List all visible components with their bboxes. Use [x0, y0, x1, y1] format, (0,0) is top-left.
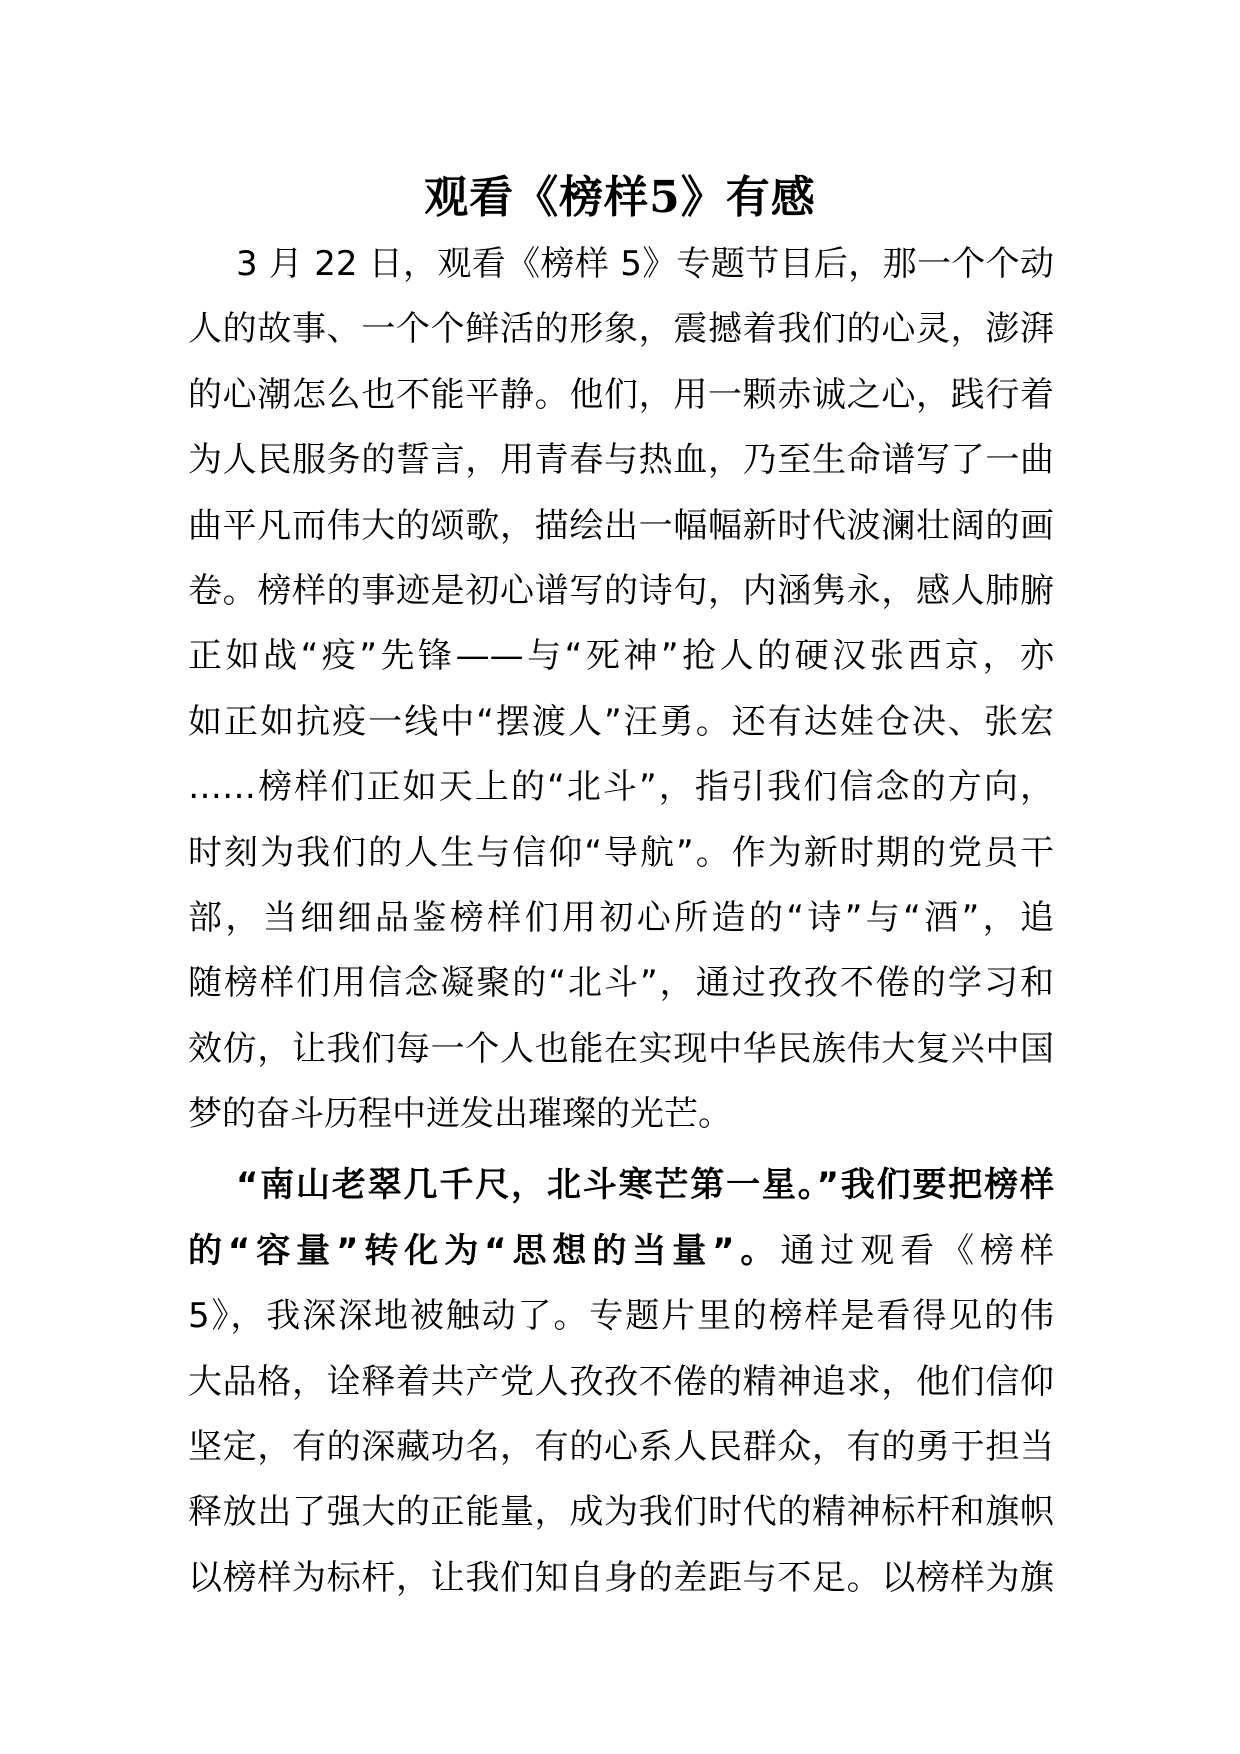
paragraph-2-bold-line: “南山老翠几千尺，北斗寒芒第一星。”我们要把榜样 [236, 1165, 1054, 1206]
paragraph-1-line: 效仿，让我们每一个人也能在实现中华民族伟大复兴中国 [188, 1028, 1054, 1069]
paragraph-1-line: 为人民服务的誓言，用青春与热血，乃至生命谱写了一曲 [188, 440, 1054, 481]
paragraph-1-line: 正如战“疫”先锋——与“死神”抢人的硬汉张西京，亦 [188, 636, 1054, 677]
paragraph-2-line: 以榜样为标杆，让我们知自身的差距与不足。以榜样为旗 [188, 1557, 1054, 1598]
document-body [188, 232, 1054, 1611]
paragraph-1-line: 3 月 22 日，观看《榜样 5》专题节目后，那一个个动 [236, 244, 1054, 284]
paragraph-1-line: 时刻为我们的人生与信仰“导航”。作为新时期的党员干 [188, 832, 1054, 873]
paragraph-2-phrase: 通过观看《榜样 [780, 1230, 1054, 1271]
paragraph-1-line: 曲平凡而伟大的颂歌，描绘出一幅幅新时代波澜壮阔的画 [188, 505, 1054, 546]
paragraph-1-line: ……榜样们正如天上的“北斗”，指引我们信念的方向， [188, 767, 1054, 808]
paragraph-1-line: 如正如抗疫一线中“摆渡人”汪勇。还有达娃仓决、张宏 [188, 701, 1054, 742]
paragraph-1-line: 卷。榜样的事迹是初心谱写的诗句，内涵隽永，感人肺腑 [188, 570, 1054, 611]
paragraph-1-line: 部，当细细品鉴榜样们用初心所造的“诗”与“酒”，追 [188, 897, 1054, 938]
paragraph-2-mixed-line [188, 1219, 1054, 1284]
paragraph-2-line: 坚定，有的深藏功名，有的心系人民群众，有的勇于担当 [188, 1427, 1054, 1468]
paragraph-2-bold-phrase: 的“容量”转化为“思想的当量”。 [188, 1230, 781, 1271]
paragraph-2-line: 大品格，诠释着共产党人孜孜不倦的精神追求，他们信仰 [188, 1361, 1054, 1402]
paragraph-2-line: 5》，我深深地被触动了。专题片里的榜样是看得见的伟 [188, 1296, 1054, 1337]
document-title: 观看《榜样5》有感 [424, 172, 816, 223]
paragraph-1-line: 人的故事、一个个鲜活的形象，震撼着我们的心灵，澎湃 [188, 309, 1054, 350]
paragraph-2-line: 释放出了强大的正能量，成为我们时代的精神标杆和旗帜 [188, 1492, 1054, 1533]
paragraph-1-line: 的心潮怎么也不能平静。他们，用一颗赤诚之心，践行着 [188, 374, 1054, 415]
paragraph-1-line: 随榜样们用信念凝聚的“北斗”，通过孜孜不倦的学习和 [188, 963, 1054, 1004]
paragraph-1-line: 梦的奋斗历程中迸发出璀璨的光芒。 [188, 1094, 732, 1135]
